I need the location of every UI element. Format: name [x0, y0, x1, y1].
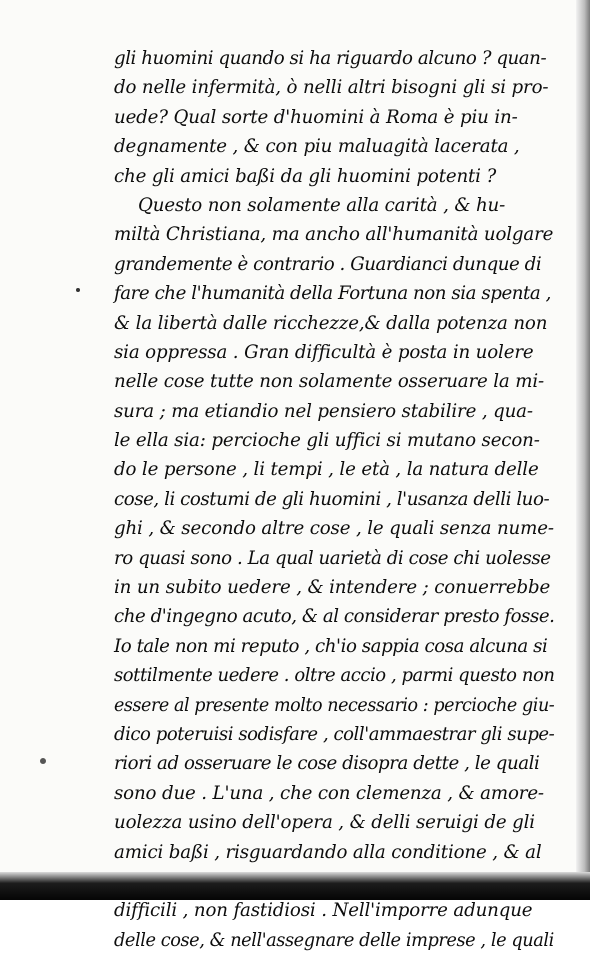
text-line: ro quasi sono . La qual uarietà di cose chi uolesse: [114, 547, 551, 569]
text-line: do le persone , li tempi , le età , la natura delle: [114, 459, 539, 481]
text-line: sottilmente uedere . oltre accio , parmi questo non: [114, 665, 555, 687]
text-line: uede? Qual sorte d'huomini à Roma è piu in-: [114, 106, 518, 128]
text-line: in un subito uedere , & intendere ; conuerrebbe: [114, 577, 551, 599]
text-line: sia oppressa . Gran difficultà è posta in uolere: [114, 341, 534, 363]
text-line: dico poteruisi sodisfare , coll'ammaestrar gli supe-: [114, 723, 555, 745]
text-line: uolezza usino dell'opera , & delli seruigi de gli: [114, 812, 535, 834]
page-gutter-shadow: [576, 0, 590, 900]
text-line: miltà Christiana, ma ancho all'humanità uolgare: [114, 224, 554, 246]
text-line: fare che l'humanità della Fortuna non sia spenta ,: [114, 283, 551, 305]
text-line: grandemente è contrario . Guardianci dunque di: [114, 253, 542, 275]
text-line: amici baßi , risguardando alla conditione , & al: [114, 841, 542, 863]
text-line: difficili , non fastidiosi . Nell'imporre adunque: [114, 900, 533, 922]
text-line: gli huomini quando si ha riguardo alcuno ? quan-: [114, 48, 547, 69]
page-bottom-edge: [0, 872, 590, 900]
text-line: che d'ingegno acuto, & al considerar presto fosse.: [114, 606, 555, 628]
text-line: delle cose, & nell'assegnare delle imprese , le quali: [114, 929, 554, 951]
text-line: degnamente , & con piu maluagità lacerata ,: [114, 136, 520, 158]
text-line: ghi , & secondo altre cose , le quali senza nume-: [114, 518, 554, 540]
text-line: riori ad osseruare le cose disopra dette , le quali: [114, 753, 540, 775]
text-line: & la libertà dalle ricchezze,& dalla potenza non: [114, 312, 548, 334]
text-line: le ella sia: percioche gli uffici si mutano secon-: [114, 430, 540, 452]
text-line: che gli amici baßi da gli huomini potenti ?: [114, 165, 497, 187]
text-line: nelle cose tutte non solamente osseruare la mi-: [114, 371, 545, 393]
ink-speck: [76, 288, 80, 292]
page-text: [114, 44, 554, 955]
text-line: sura ; ma etiandio nel pensiero stabilire , qua-: [114, 400, 533, 422]
text-line: cose, li costumi de gli huomini , l'usanza delli luo-: [114, 488, 550, 510]
text-line: essere al presente molto necessario : percioche giu-: [114, 694, 555, 716]
ink-speck: [40, 758, 46, 764]
text-line: do nelle infermità, ò nelli altri bisogni gli si pro-: [114, 77, 549, 99]
text-line: sono due . L'una , che con clemenza , & amore-: [114, 782, 544, 804]
text-line: Io tale non mi reputo , ch'io sappia cosa alcuna si: [114, 635, 548, 657]
paragraph-start-line: Questo non solamente alla carità , & hu-: [138, 194, 506, 216]
